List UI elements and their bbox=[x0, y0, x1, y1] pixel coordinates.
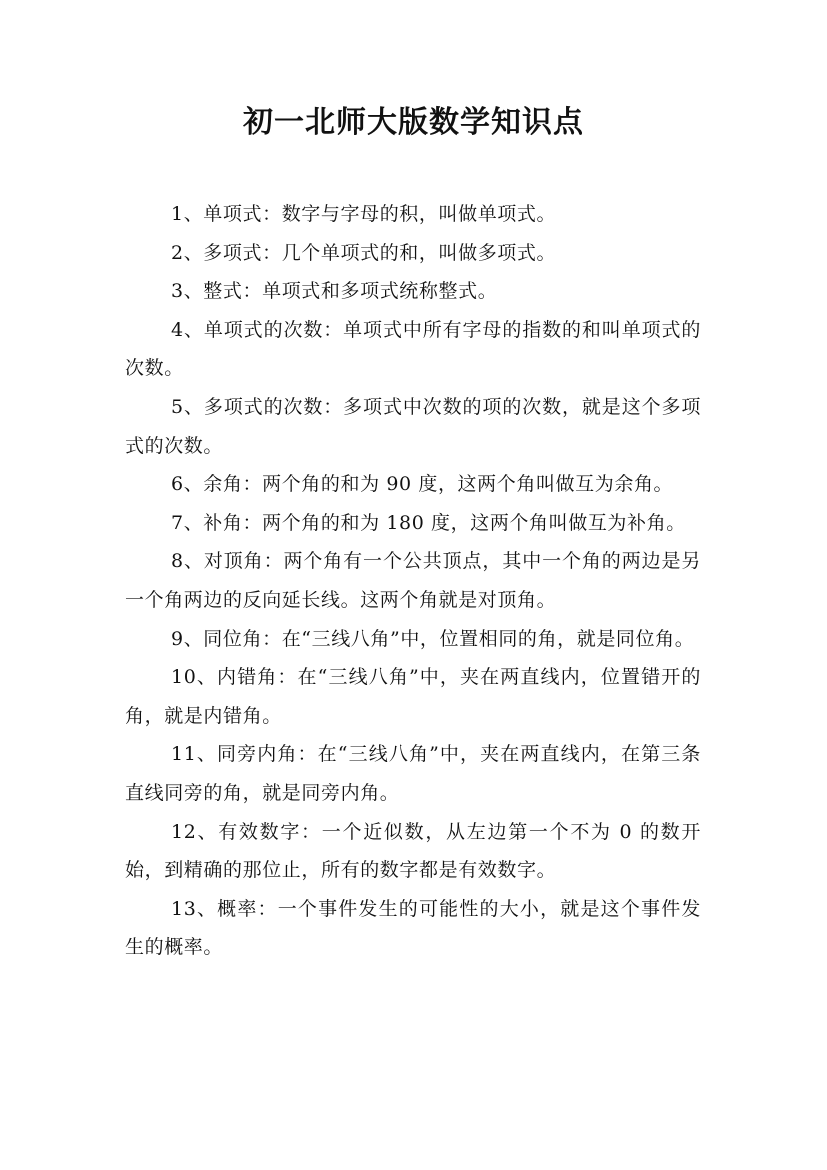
paragraph-12: 12、有效数字：一个近似数，从左边第一个不为 0 的数开始，到精确的那位止，所有的数字都是有效数字。 bbox=[125, 820, 701, 882]
paragraph-1: 1、单项式：数字与字母的积，叫做单项式。 bbox=[171, 203, 557, 225]
paragraph-13: 13、概率：一个事件发生的可能性的大小，就是这个事件发生的概率。 bbox=[125, 897, 701, 959]
paragraph-4: 4、单项式的次数：单项式中所有字母的指数的和叫单项式的次数。 bbox=[125, 318, 701, 380]
paragraph-8: 8、对顶角：两个角有一个公共顶点，其中一个角的两边是另一个角两边的反向延长线。这两个角就是对顶角。 bbox=[125, 550, 701, 611]
paragraph-2: 2、多项式：几个单项式的和，叫做多项式。 bbox=[171, 241, 557, 264]
paragraph-11: 11、同旁内角：在“三线八角”中，夹在两直线内，在第三条直线同旁的角，就是同旁内角。 bbox=[125, 743, 701, 804]
paragraph-10: 10、内错角：在“三线八角”中，夹在两直线内，位置错开的角，就是内错角。 bbox=[125, 666, 701, 727]
paragraph-6: 6、余角：两个角的和为 90 度，这两个角叫做互为余角。 bbox=[171, 473, 674, 496]
paragraph-3: 3、整式：单项式和多项式统称整式。 bbox=[171, 280, 498, 303]
paragraph-7: 7、补角：两个角的和为 180 度，这两个角叫做互为补角。 bbox=[171, 511, 686, 534]
paragraph-5: 5、多项式的次数：多项式中次数的项的次数，就是这个多项式的次数。 bbox=[125, 395, 701, 457]
paragraph-9: 9、同位角：在“三线八角”中，位置相同的角，就是同位角。 bbox=[171, 627, 695, 650]
document-body bbox=[125, 195, 701, 967]
page-title: 初一北师大版数学知识点 bbox=[243, 105, 584, 140]
